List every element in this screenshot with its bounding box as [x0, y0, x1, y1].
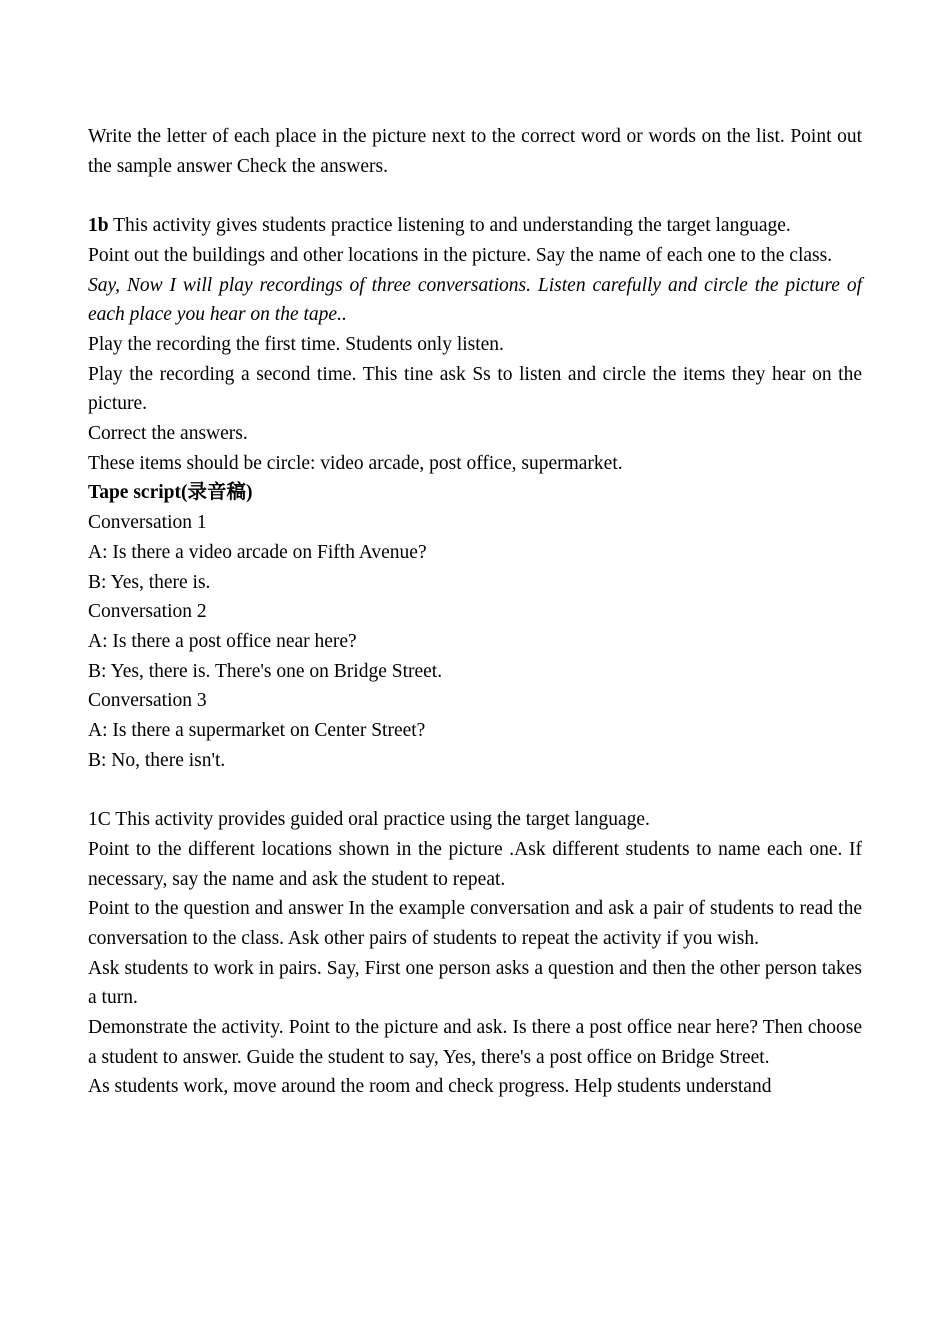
- tape-script-line: Conversation 1: [88, 512, 207, 534]
- section-1b-intro: [88, 211, 862, 241]
- section-1c-paragraph-5: Demonstrate the activity. Point to the picture and ask. Is there a post office near here? Then choose a student to answer. Guide the student to say, Yes, there's a post office on Bridge Street.: [88, 1017, 862, 1068]
- tape-script-line: B: Yes, there is. There's one on Bridge Street.: [88, 660, 443, 682]
- section-1b-text: This activity gives students practice listening to and understanding the target language.: [108, 215, 791, 237]
- tape-script-line: A: Is there a post office near here?: [88, 630, 357, 652]
- section-1b-paragraph-7: These items should be circle: video arcade, post office, supermarket.: [88, 452, 623, 474]
- tape-script-line: B: No, there isn't.: [88, 749, 226, 771]
- section-1b-paragraph-6: Correct the answers.: [88, 423, 248, 445]
- tape-script-line: A: Is there a video arcade on Fifth Avenue?: [88, 541, 427, 563]
- section-1c-paragraph-2: Point to the different locations shown in the picture .Ask different students to name each one. If necessary, say the name and ask the student to repeat.: [88, 838, 862, 890]
- tape-script-line: B: Yes, there is.: [88, 571, 211, 593]
- document-page: [88, 122, 862, 1102]
- section-1b-paragraph-4: Play the recording the first time. Students only listen.: [88, 333, 504, 355]
- section-1b-instruction-italic: Say, Now I will play recordings of three conversations. Listen carefully and circle the picture of each place you hear on the tape..: [88, 274, 862, 326]
- tape-script-line: Conversation 2: [88, 601, 207, 623]
- tape-script-heading: Tape script(录音稿): [88, 482, 253, 504]
- section-1c-paragraph-3: Point to the question and answer In the example conversation and ask a pair of students to read the conversation to the class. Ask other pairs of students to repeat the activity if you wish.: [88, 898, 862, 949]
- section-1b-label: 1b: [88, 215, 109, 237]
- blank-line: [88, 181, 862, 211]
- section-1c-paragraph-6: As students work, move around the room and check progress. Help students understand: [88, 1076, 772, 1098]
- section-1c-intro: 1C This activity provides guided oral practice using the target language.: [88, 809, 650, 831]
- blank-line: [88, 775, 862, 805]
- section-1c-paragraph-4: Ask students to work in pairs. Say, First one person asks a question and then the other person takes a turn.: [88, 957, 862, 1009]
- tape-script-line: Conversation 3: [88, 690, 207, 712]
- section-1b-paragraph-5: Play the recording a second time. This tine ask Ss to listen and circle the items they hear on the picture.: [88, 363, 862, 415]
- tape-script-line: A: Is there a supermarket on Center Street?: [88, 720, 426, 742]
- intro-paragraph: Write the letter of each place in the picture next to the correct word or words on the list. Point out the sample answer Check the answers.: [88, 126, 862, 177]
- section-1b-paragraph-2: Point out the buildings and other locations in the picture. Say the name of each one to the class.: [88, 244, 833, 266]
